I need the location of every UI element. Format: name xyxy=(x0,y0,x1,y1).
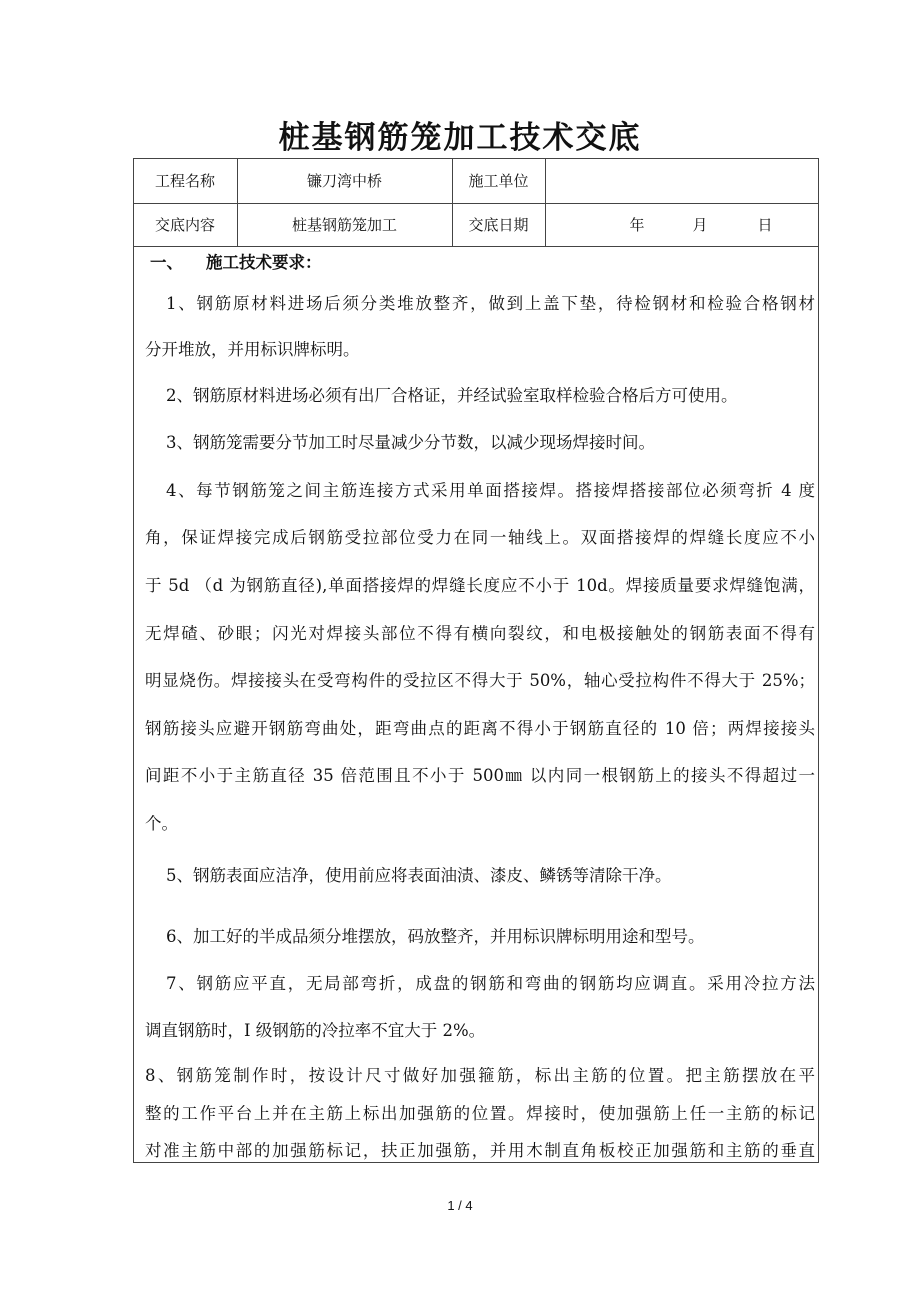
body-line: 对准主筋中部的加强筋标记，扶正加强筋，并用木制直角板校正加强筋和主筋的垂直 xyxy=(145,1141,815,1160)
table-border xyxy=(133,158,134,1163)
body-line: 1、钢筋原材料进场后须分类堆放整齐，做到上盖下垫，待检钢材和检验合格钢材 xyxy=(166,294,815,313)
body-line: 6、加工好的半成品须分堆摆放，码放整齐，并用标识牌标明用途和型号。 xyxy=(166,927,705,946)
date-label: 交底日期 xyxy=(468,216,529,234)
body-line: 个。 xyxy=(145,814,178,833)
date-year: 年 xyxy=(629,216,645,234)
body-line: 5、钢筋表面应洁净，使用前应将表面油渍、漆皮、鳞锈等清除干净。 xyxy=(166,866,672,885)
table-border xyxy=(818,158,819,1163)
content-label: 交底内容 xyxy=(154,216,215,234)
date-day: 日 xyxy=(757,216,773,234)
table-border xyxy=(133,158,819,159)
body-line: 7、钢筋应平直，无局部弯折，成盘的钢筋和弯曲的钢筋均应调直。采用冷拉方法 xyxy=(166,974,815,993)
body-line: 间距不小于主筋直径 35 倍范围且不小于 500㎜ 以内同一根钢筋上的接头不得超过一 xyxy=(145,766,815,785)
body-line: 8、钢筋笼制作时，按设计尺寸做好加强箍筋，标出主筋的位置。把主筋摆放在平 xyxy=(145,1066,815,1085)
table-border xyxy=(133,1162,819,1163)
body-line: 无焊碴、砂眼；闪光对焊接头部位不得有横向裂纹，和电极接触处的钢筋表面不得有 xyxy=(145,624,815,643)
project-name-label: 工程名称 xyxy=(154,172,215,190)
contractor-label: 施工单位 xyxy=(468,172,529,190)
section-heading: 一、 施工技术要求： xyxy=(150,253,322,272)
project-name-value: 镰刀湾中桥 xyxy=(306,172,382,190)
body-line: 角，保证焊接完成后钢筋受拉部位受力在同一轴线上。双面搭接焊的焊缝长度应不小 xyxy=(145,528,815,547)
body-line: 明显烧伤。焊接接头在受弯构件的受拉区不得大于 50%，轴心受拉构件不得大于 25%； xyxy=(145,671,815,690)
date-month: 月 xyxy=(692,216,708,234)
body-line: 于 5d （d 为钢筋直径),单面搭接焊的焊缝长度应不小于 10d。焊接质量要求焊缝饱满， xyxy=(145,576,815,595)
body-line: 整的工作平台上并在主筋上标出加强筋的位置。焊接时，使加强筋上任一主筋的标记 xyxy=(145,1104,815,1123)
body-line: 4、每节钢筋笼之间主筋连接方式采用单面搭接焊。搭接焊搭接部位必须弯折 4 度 xyxy=(166,481,815,500)
content-value: 桩基钢筋笼加工 xyxy=(291,216,397,234)
contractor-value xyxy=(545,160,818,203)
body-line: 3、钢筋笼需要分节加工时尽量减少分节数，以减少现场焊接时间。 xyxy=(166,433,655,452)
document-title: 桩基钢筋笼加工技术交底 xyxy=(278,120,642,156)
body-line: 钢筋接头应避开钢筋弯曲处，距弯曲点的距离不得小于钢筋直径的 10 倍；两焊接接头 xyxy=(145,719,815,738)
page-number: 1 / 4 xyxy=(447,1198,473,1213)
body-line: 调直钢筋时，I 级钢筋的冷拉率不宜大于 2%。 xyxy=(145,1021,486,1040)
body-line: 分开堆放，并用标识牌标明。 xyxy=(145,340,360,359)
body-line: 2、钢筋原材料进场必须有出厂合格证，并经试验室取样检验合格后方可使用。 xyxy=(166,386,738,405)
